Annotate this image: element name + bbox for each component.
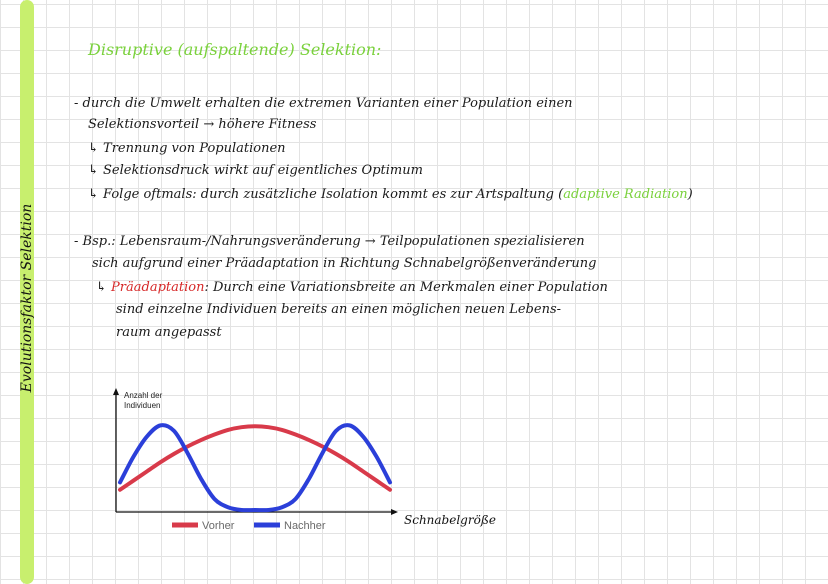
selection-chart bbox=[96, 384, 516, 548]
y-axis-label-line-2: Individuen bbox=[124, 401, 161, 410]
chart-svg bbox=[96, 384, 516, 544]
text-line-3: ↳ Trennung von Populationen bbox=[88, 141, 286, 156]
text-line-5 bbox=[88, 187, 693, 203]
series-line-vorher bbox=[120, 426, 390, 489]
legend-label-nachher: Nachher bbox=[284, 520, 326, 532]
y-axis-label-line-1: Anzahl der bbox=[124, 391, 163, 400]
legend-label-vorher: Vorher bbox=[202, 520, 235, 532]
text-line-8-rest: : Durch eine Variationsbreite an Merkmalen einer Population bbox=[204, 280, 608, 295]
side-label: Evolutionsfaktor Selektion bbox=[19, 203, 35, 393]
text-line-8 bbox=[96, 280, 608, 296]
text-line-10: raum angepasst bbox=[116, 325, 222, 340]
page-title: Disruptive (aufspaltende) Selektion: bbox=[88, 40, 382, 59]
adaptive-radiation-term: adaptive Radiation bbox=[563, 187, 688, 202]
text-line-7: sich aufgrund einer Präadaptation in Richtung Schnabelgrößenveränderung bbox=[92, 256, 597, 271]
text-line-1: - durch die Umwelt erhalten die extremen Varianten einer Population einen bbox=[74, 96, 573, 111]
praeadaptation-term: Präadaptation bbox=[111, 280, 205, 295]
text-line-4: ↳ Selektionsdruck wirkt auf eigentliches Optimum bbox=[88, 163, 423, 178]
x-axis-label: Schnabelgröße bbox=[404, 513, 496, 527]
text-line-6: - Bsp.: Lebensraum-/Nahrungsveränderung → Teilpopulationen spezialisieren bbox=[74, 234, 585, 249]
y-axis-arrow bbox=[113, 388, 119, 395]
text-line-5-main: ↳ Folge oftmals: durch zusätzliche Isolation kommt es zur Artspaltung ( bbox=[88, 187, 564, 202]
text-line-5-close: ) bbox=[687, 187, 693, 202]
text-line-8-arrow: ↳ bbox=[96, 280, 112, 295]
text-line-9: sind einzelne Individuen bereits an einen möglichen neuen Lebens- bbox=[116, 302, 562, 317]
text-line-2: Selektionsvorteil → höhere Fitness bbox=[88, 117, 317, 132]
series-line-nachher bbox=[120, 425, 390, 510]
x-axis-arrow bbox=[391, 509, 398, 515]
